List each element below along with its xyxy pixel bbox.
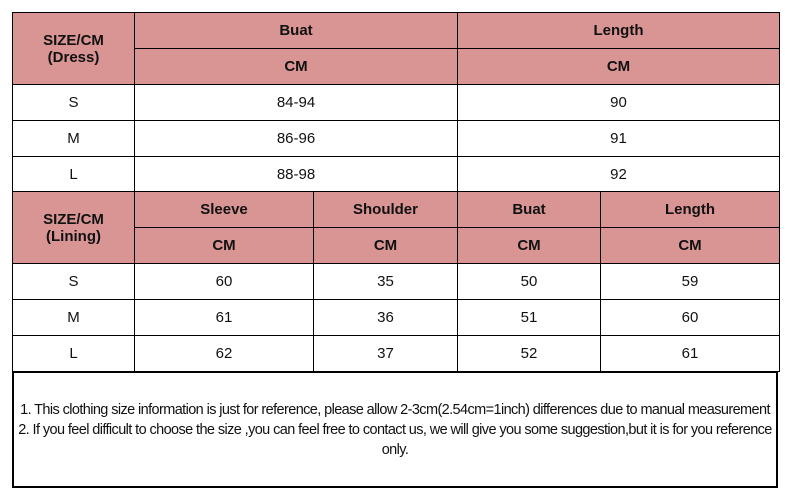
unit-header: CM (458, 228, 601, 264)
value-cell: 36 (314, 300, 458, 336)
col-header: Length (601, 192, 780, 228)
value-cell: 61 (135, 300, 314, 336)
lining-size-table (12, 191, 780, 372)
dress-size-header: SIZE/CM (Dress) (13, 13, 135, 85)
value-cell: 37 (314, 336, 458, 372)
size-cell: M (13, 300, 135, 336)
unit-header: CM (601, 228, 780, 264)
value-cell: 59 (601, 264, 780, 300)
size-cell: L (13, 157, 135, 193)
col-header: Buat (135, 13, 458, 49)
value-cell: 88-98 (135, 157, 458, 193)
value-cell: 62 (135, 336, 314, 372)
lining-size-header: SIZE/CM (Lining) (13, 192, 135, 264)
size-cell: M (13, 121, 135, 157)
value-cell: 61 (601, 336, 780, 372)
value-cell: 84-94 (135, 85, 458, 121)
col-header: Length (458, 13, 780, 49)
size-cell: S (13, 85, 135, 121)
unit-header: CM (458, 49, 780, 85)
value-cell: 51 (458, 300, 601, 336)
table-row (13, 121, 780, 157)
value-cell: 60 (135, 264, 314, 300)
unit-header: CM (135, 49, 458, 85)
unit-header: CM (314, 228, 458, 264)
size-cell: S (13, 264, 135, 300)
size-cell: L (13, 336, 135, 372)
value-cell: 90 (458, 85, 780, 121)
table-row (13, 264, 780, 300)
notes-box (12, 371, 778, 488)
value-cell: 52 (458, 336, 601, 372)
col-header: Shoulder (314, 192, 458, 228)
unit-header: CM (135, 228, 314, 264)
value-cell: 50 (458, 264, 601, 300)
table-row (13, 300, 780, 336)
note-1: 1. This clothing size information is just for reference, please allow 2-3cm(2.54cm=1inch) differences due to manual measurement (20, 401, 770, 418)
table-row (13, 336, 780, 372)
col-header: Buat (458, 192, 601, 228)
table-row (13, 157, 780, 193)
value-cell: 35 (314, 264, 458, 300)
note-2: 2. If you feel difficult to choose the size ,you can feel free to contact us, we will give you some suggestion,but it is for you reference only. (18, 421, 772, 458)
value-cell: 91 (458, 121, 780, 157)
value-cell: 92 (458, 157, 780, 193)
table-row (13, 85, 780, 121)
col-header: Sleeve (135, 192, 314, 228)
dress-size-table (12, 12, 780, 193)
value-cell: 60 (601, 300, 780, 336)
value-cell: 86-96 (135, 121, 458, 157)
